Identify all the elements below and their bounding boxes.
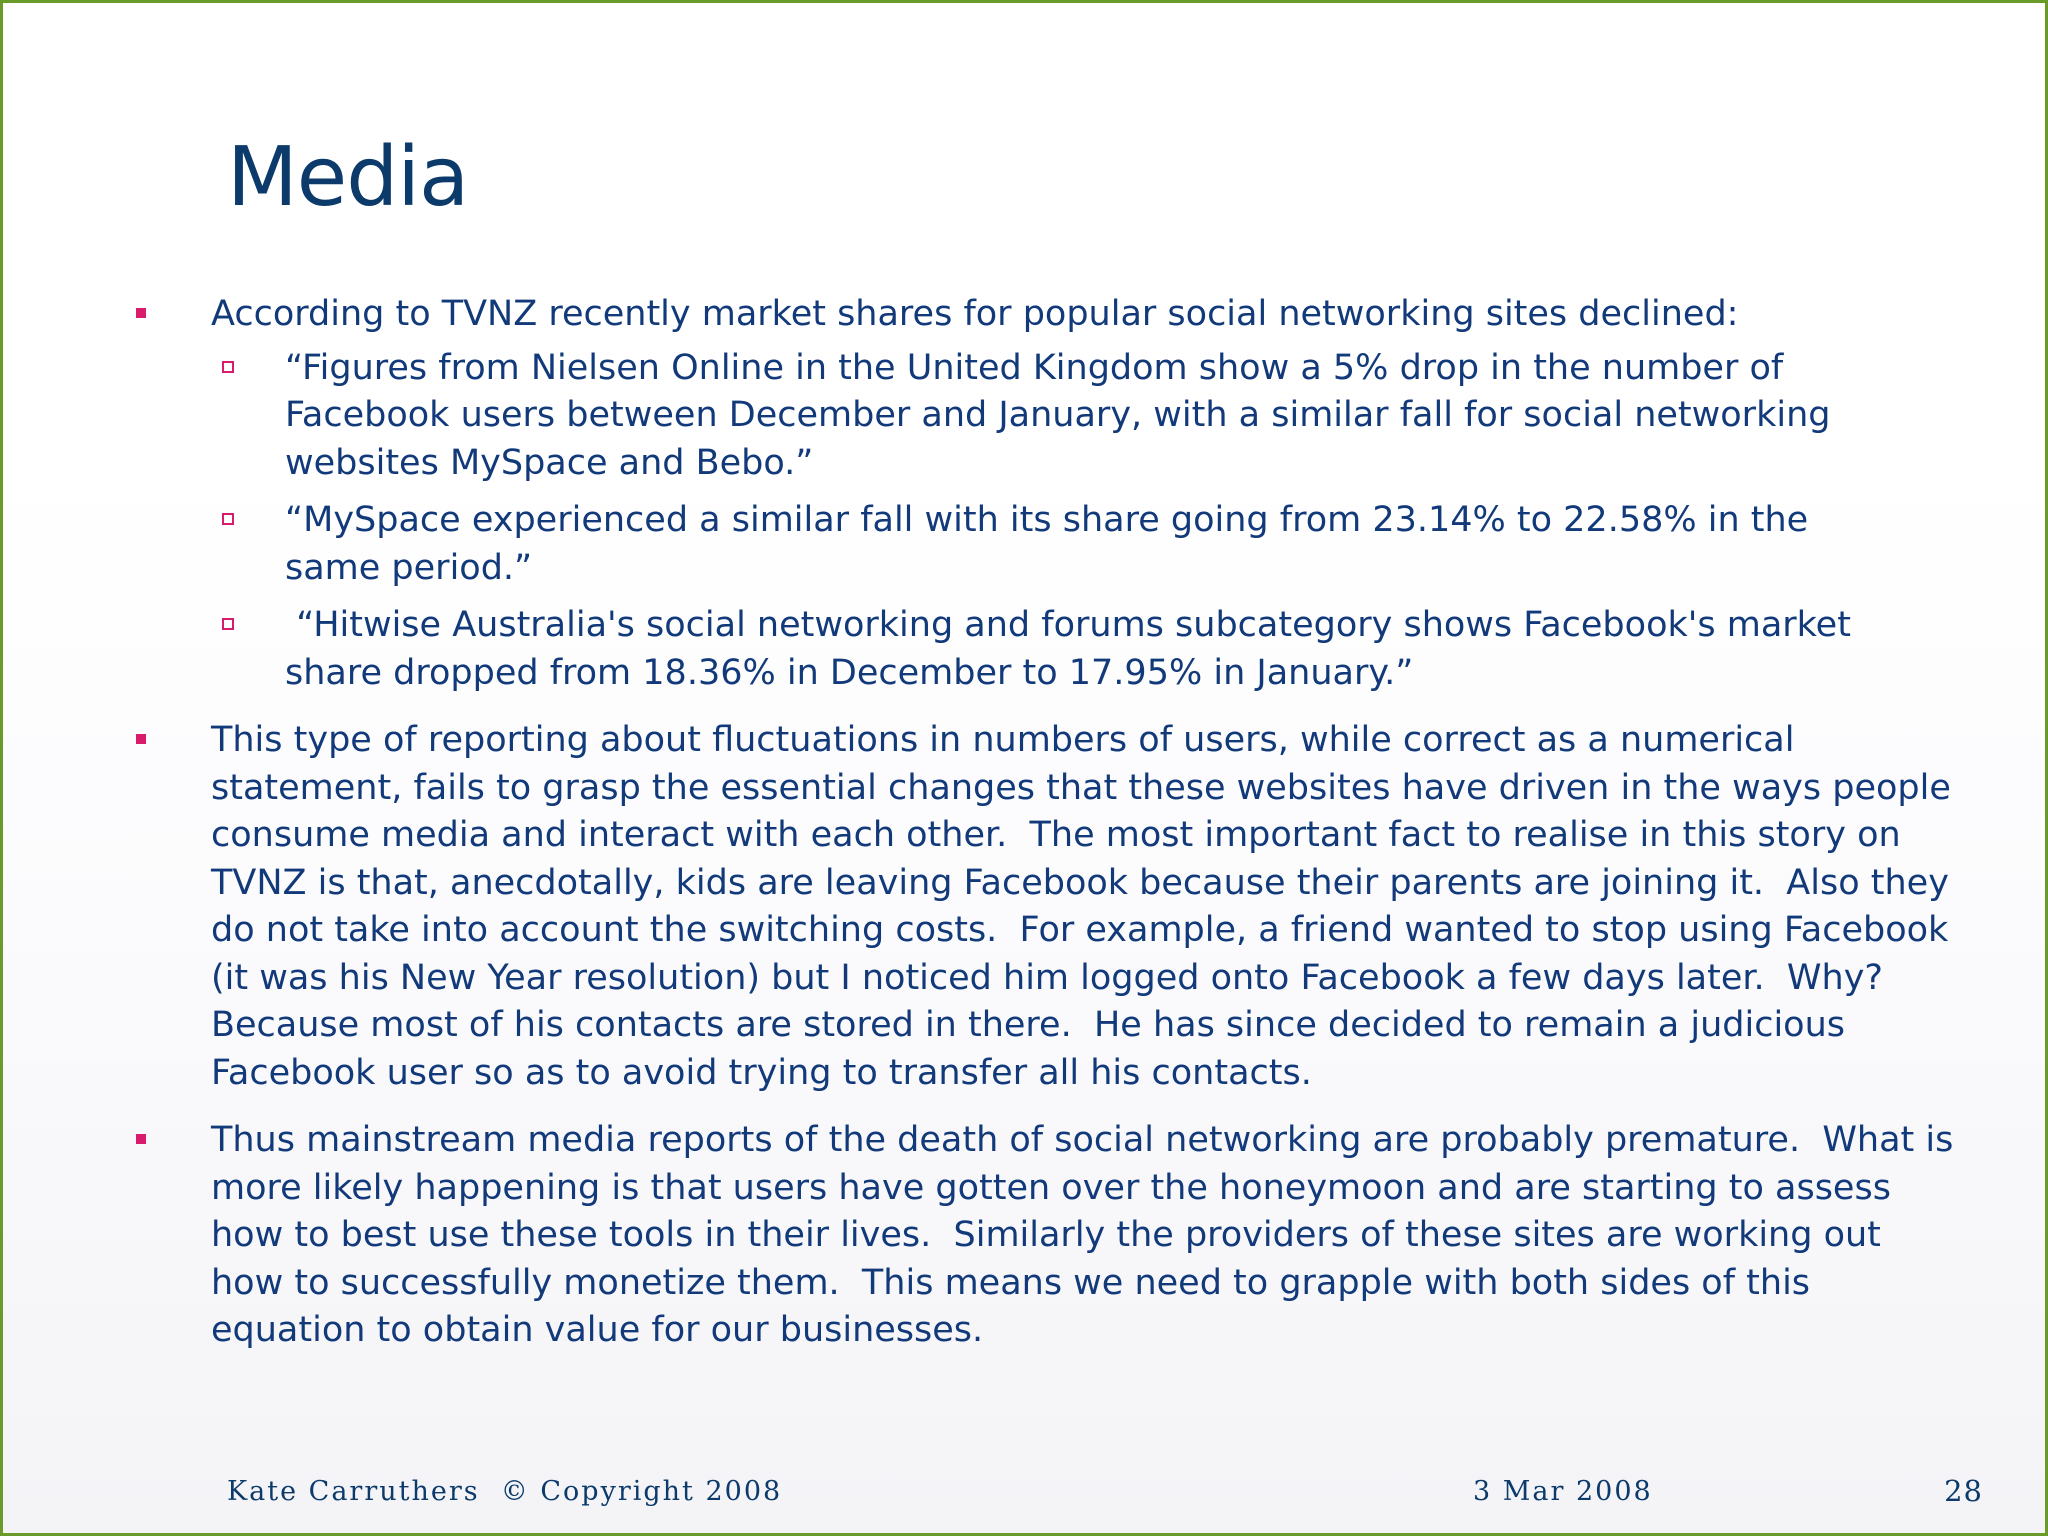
- sub-bullet-text: “MySpace experienced a similar fall with its share going from 23.14% to 22.58% in the same period.”: [285, 500, 1809, 588]
- square-bullet-icon: [136, 1134, 146, 1144]
- bullet-text: According to TVNZ recently market shares for popular social networking sites declined:: [211, 294, 1739, 334]
- page-number: 28: [1944, 1474, 1983, 1508]
- bullet-text: Thus mainstream media reports of the death of social networking are probably premature. What is more likely happening is that users have gotten over the honeymoon and are starting to assess how to best use these tools in their lives. Similarly the providers of these sites are working out how to successfully monetize them. This means we need to grapple with both sides of this equation to obtain value for our businesses.: [211, 1120, 1965, 1350]
- hollow-square-bullet-icon: [222, 513, 234, 525]
- footer-author: Kate Carruthers © Copyright 2008: [227, 1476, 783, 1507]
- sub-bullet-item: [3, 602, 1955, 697]
- bullet-text: This type of reporting about fluctuations in numbers of users, while correct as a numerical statement, fails to grasp the essential changes that these websites have driven in the ways people consume media and interact with each other. The most important fact to realise in this story on TVNZ is that, anecdotally, kids are leaving Facebook because their parents are joining it. Also they do not take into account the switching costs. For example, a friend wanted to stop using Facebook (it was his New Year resolution) but I noticed him logged onto Facebook a few days later. Why? Because most of his contacts are stored in there. He has since decided to remain a judicious Facebook user so as to avoid trying to transfer all his contacts.: [211, 720, 1963, 1093]
- hollow-square-bullet-icon: [222, 361, 234, 373]
- sub-bullet-list: [211, 345, 1955, 698]
- bullet-list: [3, 291, 2048, 1375]
- bullet-item: [3, 717, 2048, 1097]
- sub-bullet-text: “Figures from Nielsen Online in the United Kingdom show a 5% drop in the number of Facebook users between December and January, with a similar fall for social networking websites MySpace and Bebo.”: [285, 347, 1831, 483]
- footer-date: 3 Mar 2008: [1473, 1476, 1653, 1507]
- sub-bullet-item: [3, 345, 1955, 488]
- bullet-item: [3, 291, 2048, 697]
- sub-bullet-text: “Hitwise Australia's social networking and forums subcategory shows Facebook's market share dropped from 18.36% in December to 17.95% in January.”: [285, 605, 1863, 693]
- bullet-item: [3, 1117, 2048, 1355]
- square-bullet-icon: [136, 734, 146, 744]
- sub-bullet-item: [3, 497, 1955, 592]
- hollow-square-bullet-icon: [222, 618, 234, 630]
- slide-title: Media: [227, 130, 469, 225]
- square-bullet-icon: [136, 308, 146, 318]
